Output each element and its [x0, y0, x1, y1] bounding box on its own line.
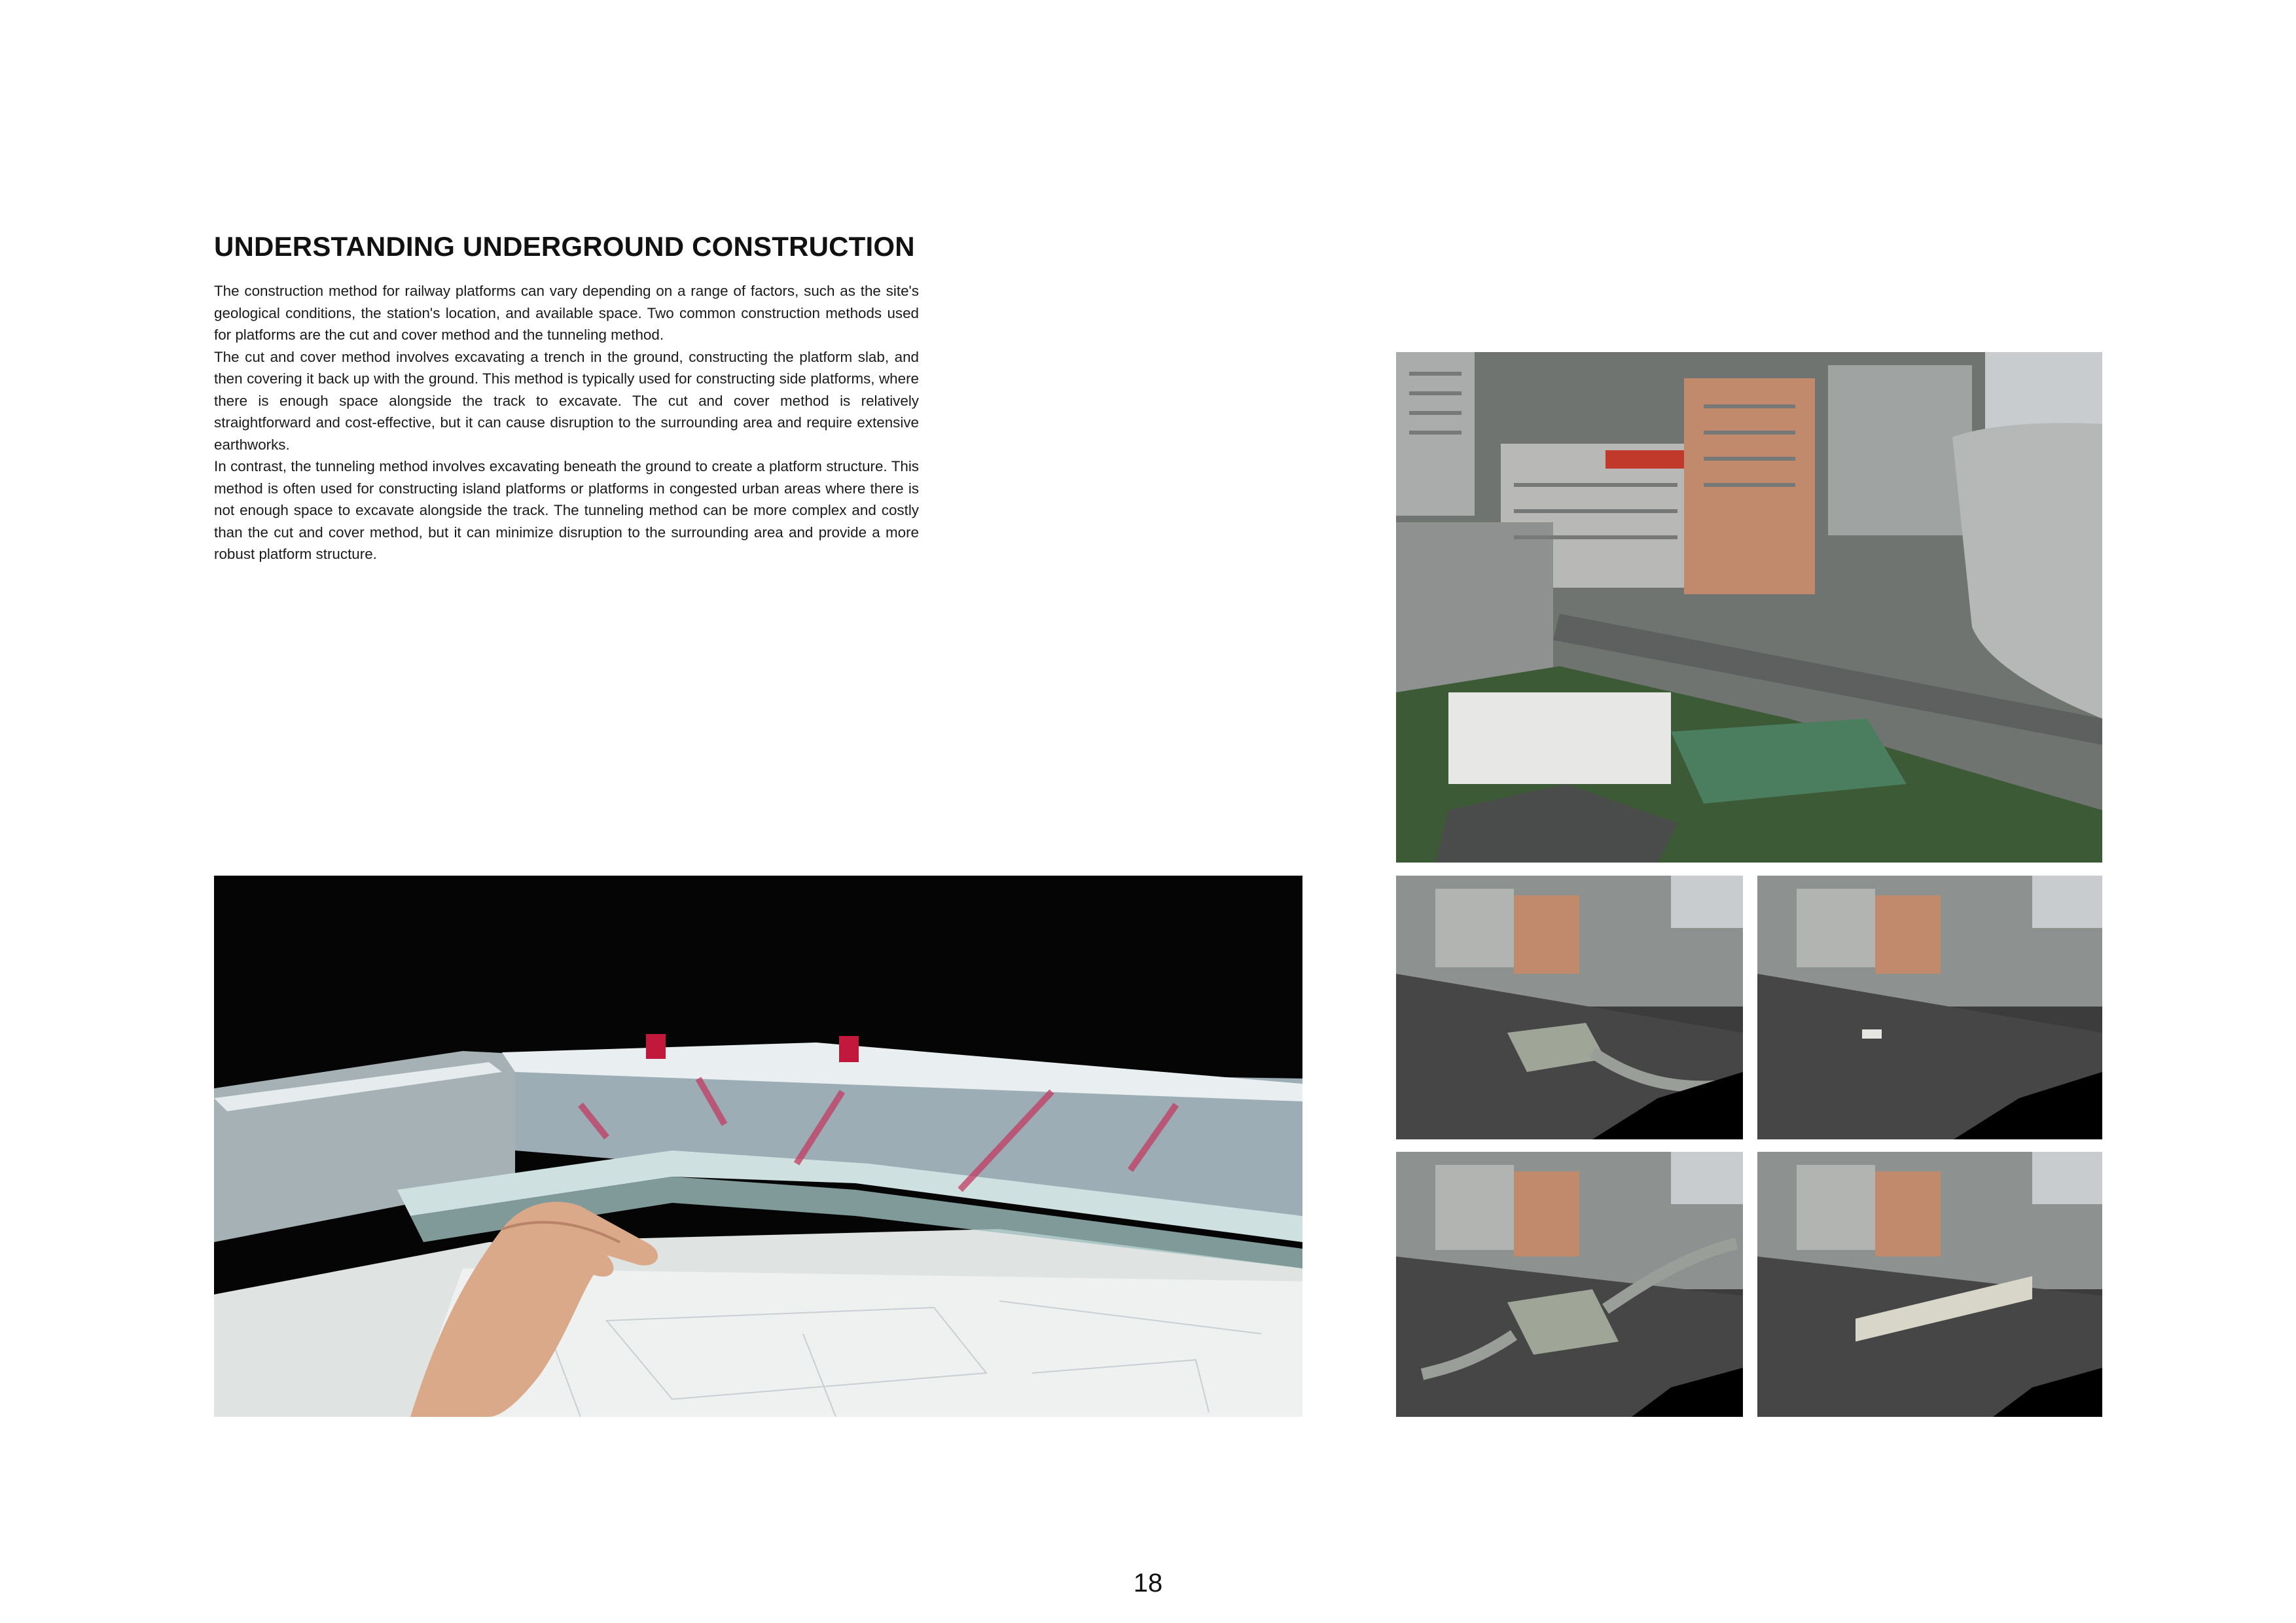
aerial-city-photo — [1396, 352, 2102, 863]
render-tunneling-model — [1396, 1152, 1743, 1417]
model-photo — [214, 876, 1302, 1417]
render-cut-and-cover-model — [1396, 876, 1743, 1139]
page-title: UNDERSTANDING UNDERGROUND CONSTRUCTION — [214, 231, 915, 262]
page-number: 18 — [1133, 1569, 1163, 1597]
body-text — [214, 280, 919, 565]
paragraph-tunneling: In contrast, the tunneling method involves excavating beneath the ground to create a platform structure. This method is often used for constructing island platforms or platforms in congested urban areas where there is not enough space to excavate alongside the track. The tunneling method can be more complex and costly than the cut and cover method, but it can minimize disruption to the surrounding area and provide a more robust platform structure. — [214, 458, 919, 562]
paragraph-intro: The construction method for railway platforms can vary depending on a range of factors, such as the site's geological conditions, the station's location, and available space. Two common construction methods used for platforms are the cut and cover method and the tunneling method. — [214, 283, 919, 343]
render-cut-and-cover-section — [1757, 876, 2102, 1139]
paragraph-cut-and-cover: The cut and cover method involves excavating a trench in the ground, constructing the platform slab, and then covering it back up with the ground. This method is typically used for constructing side platforms, where there is enough space alongside the track to excavate. The cut and cover method is relatively straightforward and cost-effective, but it can cause disruption to the surrounding area and require extensive earthworks. — [214, 348, 919, 453]
render-tunneling-section — [1757, 1152, 2102, 1417]
